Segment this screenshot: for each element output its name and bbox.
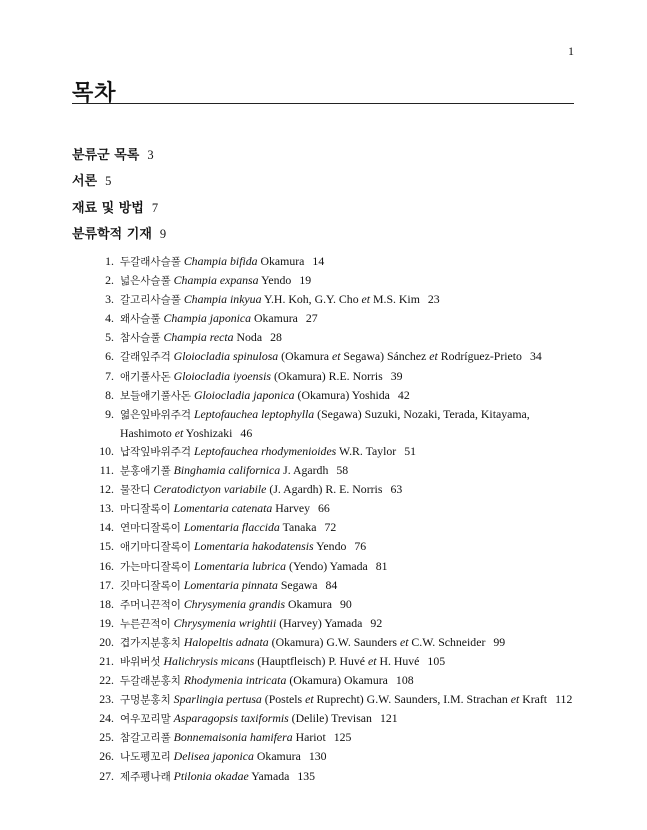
scientific-name: Sparlingia pertusa — [173, 692, 262, 707]
toc-entry[interactable] — [92, 290, 582, 309]
section-page: 5 — [105, 174, 112, 189]
korean-name: 마디잘록이 — [120, 503, 171, 516]
et-connector: et — [429, 349, 438, 364]
author-text: (Postels — [264, 692, 306, 707]
entry-page: 72 — [324, 520, 337, 535]
author-text: (Segawa) Suzuki, Nozaki, Terada, Kitayama, Hashimoto — [120, 406, 530, 440]
entry-number: 13. — [99, 501, 114, 516]
entry-number: 26. — [99, 749, 114, 764]
korean-name: 바위버섯 — [120, 655, 161, 668]
author-text: C.W. Schneider — [408, 634, 486, 649]
korean-name: 나도펭꼬리 — [120, 751, 171, 764]
author-text: Yendo — [261, 273, 292, 288]
entry-number: 14. — [99, 520, 114, 535]
scientific-name: Champia bifida — [183, 254, 258, 268]
toc-entry[interactable] — [92, 442, 582, 461]
author-text: Segawa) Sánchez — [340, 349, 430, 364]
korean-name: 구멍분홍치 — [120, 694, 171, 707]
section-label: 재료 및 방법 — [72, 200, 144, 216]
author-text: M.S. Kim — [370, 292, 420, 307]
author-text: Yoshizaki — [183, 425, 233, 440]
korean-name: 깃마디잘록이 — [120, 579, 181, 592]
entry-page: 76 — [354, 539, 367, 554]
korean-name: 갈고리사슬풀 — [120, 294, 181, 307]
et-connector: et — [361, 292, 371, 307]
entry-page: 84 — [325, 577, 338, 592]
entry-number: 18. — [99, 596, 114, 611]
entry-number: 16. — [99, 558, 114, 573]
toc-entry[interactable] — [92, 347, 582, 366]
scientific-name: Asparagopsis taxiformis — [173, 711, 289, 726]
scientific-name: Lomentaria lubrica — [193, 558, 287, 573]
author-text: Kraft — [519, 692, 548, 707]
toc-entry[interactable] — [92, 328, 582, 347]
toc-entry[interactable] — [92, 367, 582, 386]
section-page: 7 — [151, 200, 159, 215]
section-page: 9 — [159, 226, 167, 241]
entry-page: 23 — [427, 292, 440, 307]
author-text: (Okamura — [281, 349, 332, 364]
author-text: Harvey — [275, 501, 310, 516]
entry-page: 92 — [370, 615, 383, 630]
entry-number: 20. — [99, 634, 114, 649]
entry-page: 135 — [297, 768, 316, 783]
author-text: (Okamura) G.W. Saunders — [271, 634, 400, 649]
entry-number: 6. — [105, 349, 114, 364]
entry-page: 46 — [240, 425, 253, 440]
entry-page: 42 — [397, 387, 410, 402]
author-text: (J. Agardh) R. E. Norris — [269, 482, 383, 497]
korean-name: 제주펭나래 — [120, 770, 171, 783]
scientific-name: Binghamia californica — [173, 463, 281, 478]
entry-page: 63 — [390, 482, 403, 497]
korean-name: 두갈래분홍치 — [120, 675, 181, 688]
toc-entry[interactable] — [92, 728, 582, 747]
author-text: (Delile) Trevisan — [291, 711, 372, 726]
section-label: 서론 — [72, 174, 98, 190]
entry-number: 10. — [99, 443, 114, 458]
entry-page: 90 — [339, 596, 352, 611]
korean-name: 왜사슬풀 — [120, 313, 161, 326]
entry-page: 58 — [336, 463, 349, 478]
korean-name: 가는마디잘록이 — [120, 560, 192, 573]
korean-name: 겹가지분홍치 — [120, 636, 181, 649]
toc-entry[interactable] — [92, 271, 582, 290]
entry-page: 51 — [404, 443, 417, 458]
author-text: (Okamura) Yoshida — [297, 387, 390, 402]
section-page: 3 — [147, 148, 154, 162]
entry-page: 28 — [270, 330, 282, 345]
entry-page: 112 — [555, 692, 573, 707]
entry-number: 21. — [99, 653, 114, 668]
toc-entry[interactable] — [92, 557, 582, 576]
korean-name: 애기풀사돈 — [120, 370, 171, 383]
toc-sections — [72, 146, 582, 251]
author-text: Yendo — [316, 539, 347, 554]
author-text: Noda — [236, 330, 263, 345]
korean-name: 참사슬풀 — [120, 332, 161, 345]
toc-entry[interactable] — [92, 386, 582, 405]
author-text: Ruprecht) G.W. Saunders, I.M. Strachan — [313, 692, 511, 707]
scientific-name: Champia recta — [163, 330, 234, 345]
korean-name: 애기마디잘록이 — [120, 541, 192, 554]
scientific-name: Rhodymenia intricata — [183, 673, 287, 688]
et-connector: et — [174, 425, 184, 440]
author-text: Rodríguez-Prieto — [437, 349, 522, 364]
toc-entry[interactable] — [92, 518, 582, 537]
toc-entry[interactable] — [92, 461, 582, 480]
scientific-name: Leptofauchea leptophylla — [193, 406, 315, 421]
author-text: Okamura — [256, 749, 301, 764]
toc-entry[interactable] — [92, 405, 582, 442]
author-text: Hariot — [295, 730, 326, 745]
scientific-name: Delisea japonica — [173, 749, 254, 764]
entry-page: 34 — [529, 349, 542, 364]
page-title: 목차 — [72, 81, 117, 106]
toc-section[interactable] — [72, 225, 582, 251]
entry-number: 15. — [99, 539, 114, 554]
entry-page: 14 — [312, 254, 325, 268]
scientific-name: Chrysymenia grandis — [183, 596, 286, 611]
scientific-name: Halopeltis adnata — [183, 634, 269, 649]
toc-entry[interactable] — [92, 595, 582, 614]
entry-number: 25. — [99, 730, 114, 745]
entry-page: 121 — [379, 711, 398, 726]
scientific-name: Champia japonica — [163, 311, 252, 326]
entry-number: 8. — [105, 387, 114, 402]
scientific-name: Lomentaria pinnata — [183, 577, 278, 592]
entry-page: 105 — [427, 653, 446, 668]
korean-name: 보들애기풀사돈 — [120, 389, 192, 402]
scientific-name: Bonnemaisonia hamifera — [173, 730, 293, 745]
toc-entry[interactable] — [92, 690, 582, 709]
scientific-name: Chrysymenia wrightii — [173, 615, 277, 630]
author-text: (Okamura) R.E. Norris — [273, 368, 383, 383]
entry-page: 27 — [305, 311, 318, 326]
author-text: Yamada — [251, 768, 290, 783]
scientific-name: Champia expansa — [173, 273, 259, 288]
author-text: W.R. Taylor — [339, 443, 397, 458]
korean-name: 주머니끈적이 — [120, 598, 181, 611]
title-divider — [72, 103, 574, 104]
entry-page: 66 — [317, 501, 330, 516]
korean-name: 납작잎바위주걱 — [120, 445, 192, 458]
author-text: Okamura — [288, 596, 332, 611]
toc-section[interactable] — [72, 199, 582, 225]
author-text: (Hauptfleisch) P. Huvé — [257, 653, 368, 668]
scientific-name: Ptilonia okadae — [173, 768, 249, 783]
entry-page: 99 — [493, 634, 506, 649]
korean-name: 참갈고리풀 — [120, 732, 171, 745]
entry-page: 130 — [308, 749, 327, 764]
entry-number: 5. — [105, 330, 114, 345]
toc-section[interactable] — [72, 172, 582, 198]
korean-name: 분홍애기풀 — [120, 465, 171, 478]
scientific-name: Gloiocladia spinulosa — [173, 349, 279, 364]
entry-number: 2. — [105, 273, 114, 288]
scientific-name: Leptofauchea rhodymenioides — [193, 443, 337, 458]
entry-number: 23. — [99, 692, 114, 707]
toc-entry[interactable] — [92, 671, 582, 690]
entry-number: 1. — [105, 254, 114, 268]
author-text: Segawa — [280, 577, 318, 592]
entry-number: 11. — [99, 463, 114, 478]
author-text: (Yendo) Yamada — [289, 558, 368, 573]
entry-page: 125 — [333, 730, 352, 745]
entry-number: 9. — [105, 406, 114, 421]
korean-name: 연마디잘록이 — [120, 522, 181, 535]
section-label: 분류학적 기재 — [72, 226, 152, 242]
toc-entry[interactable] — [92, 652, 582, 671]
toc-entry[interactable] — [92, 576, 582, 595]
toc-entry[interactable] — [92, 709, 582, 728]
entry-number: 22. — [99, 673, 114, 688]
page-number: 1 — [568, 44, 574, 58]
toc-entry[interactable] — [92, 767, 582, 786]
toc-entry[interactable] — [92, 633, 582, 652]
et-connector: et — [331, 349, 341, 364]
entry-page: 108 — [395, 673, 414, 688]
scientific-name: Gloiocladia iyoensis — [173, 368, 271, 383]
author-text: Okamura — [253, 311, 298, 326]
scientific-name: Halichrysis micans — [163, 653, 255, 668]
scientific-name: Lomentaria hakodatensis — [193, 539, 314, 554]
toc-entry[interactable] — [92, 537, 582, 556]
scientific-name: Gloiocladia japonica — [193, 387, 295, 402]
author-text: J. Agardh — [283, 463, 329, 478]
entry-number: 17. — [99, 577, 114, 592]
scientific-name: Ceratodictyon variabile — [153, 482, 267, 497]
entry-number: 19. — [99, 615, 114, 630]
korean-name: 물잔디 — [120, 484, 151, 497]
scientific-name: Lomentaria flaccida — [183, 520, 280, 535]
entry-number: 7. — [105, 368, 114, 383]
et-connector: et — [399, 634, 409, 649]
author-text: Okamura — [260, 254, 305, 268]
korean-name: 엷은잎바위주걱 — [120, 408, 192, 421]
korean-name: 넓은사슬풀 — [120, 275, 171, 288]
author-text: (Okamura) Okamura — [289, 673, 388, 688]
et-connector: et — [367, 653, 377, 668]
author-text: Tanaka — [282, 520, 317, 535]
korean-name: 여우꼬리말 — [120, 713, 171, 726]
author-text: H. Huvé — [376, 653, 420, 668]
toc-entry[interactable] — [92, 480, 582, 499]
toc-entry[interactable] — [92, 309, 582, 328]
toc-entry[interactable] — [92, 252, 582, 271]
korean-name: 갈래잎주걱 — [120, 351, 171, 364]
entry-number: 12. — [99, 482, 114, 497]
entry-number: 27. — [99, 768, 114, 783]
et-connector: et — [510, 692, 520, 707]
toc-entry[interactable] — [92, 499, 582, 518]
entry-number: 4. — [105, 311, 114, 326]
entry-page: 19 — [299, 273, 312, 288]
scientific-name: Lomentaria catenata — [173, 501, 273, 516]
author-text: Y.H. Koh, G.Y. Cho — [263, 292, 362, 307]
species-list — [92, 252, 582, 786]
entry-page: 39 — [390, 368, 403, 383]
section-label: 분류군 목록 — [72, 148, 140, 163]
et-connector: et — [305, 692, 314, 707]
toc-section[interactable] — [72, 146, 582, 172]
author-text: (Harvey) Yamada — [279, 615, 363, 630]
korean-name: 누른끈적이 — [120, 617, 171, 630]
entry-page: 81 — [375, 558, 388, 573]
scientific-name: Champia inkyua — [183, 292, 262, 307]
entry-number: 24. — [99, 711, 114, 726]
toc-entry[interactable] — [92, 614, 582, 633]
toc-entry[interactable] — [92, 747, 582, 766]
korean-name: 두갈래사슬풀 — [120, 256, 181, 268]
entry-number: 3. — [105, 292, 114, 307]
